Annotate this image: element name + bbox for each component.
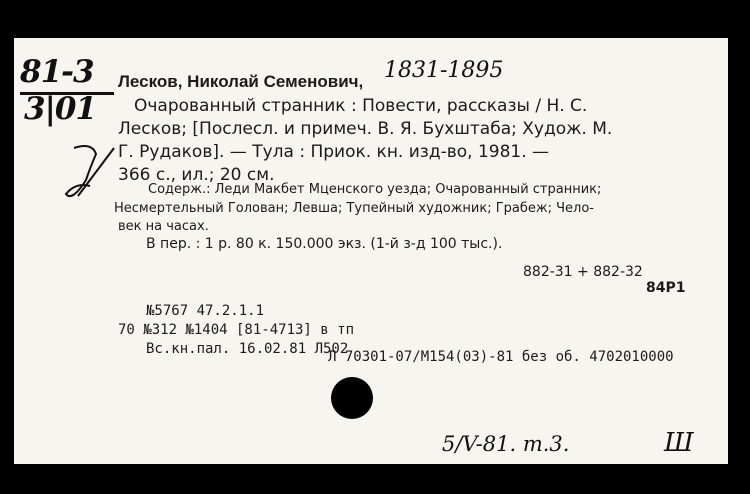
- registry-number: Л 70301-07/М154(03)-81 без об. 4702010000: [328, 349, 674, 365]
- registry-number: Вс.кн.пал. 16.02.81 Л502: [146, 341, 349, 357]
- registry-number: 70 №312 №1404 [81-4713] в тп: [118, 322, 355, 338]
- margin-scribble: [66, 146, 96, 196]
- title-line: Лесков; [Послесл. и примеч. В. Я. Бухштаба; Худож. М.: [118, 119, 613, 139]
- call-number-bottom: 3|01: [24, 91, 96, 127]
- handwritten-signature: Ш: [664, 428, 694, 458]
- punch-hole: [331, 377, 373, 419]
- classification-codes: 882-31 + 882-32: [523, 264, 643, 280]
- contents-line: век на часах.: [118, 219, 209, 234]
- price-line: В пер. : 1 р. 80 к. 150.000 экз. (1-й з-д 100 тыс.).: [146, 236, 503, 252]
- title-line: 366 с., ил.; 20 см.: [118, 165, 275, 185]
- contents-line: Содерж.: Леди Макбет Мценского уезда; Очарованный странник;: [148, 182, 602, 197]
- author-heading: Лесков, Николай Семенович,: [118, 72, 364, 91]
- handwritten-note: 5/V-81. m.3.: [442, 432, 570, 456]
- call-number-top: 81-3: [20, 54, 94, 90]
- catalog-card: [14, 38, 728, 464]
- title-line: Очарованный странник : Повести, рассказы / Н. С.: [134, 96, 588, 116]
- registry-number: №5767 47.2.1.1: [146, 303, 265, 319]
- classification-index: 84Р1: [646, 280, 686, 296]
- title-line: Г. Рудаков]. — Тула : Приок. кн. изд-во, 1981. —: [118, 142, 550, 162]
- author-dates: 1831-1895: [384, 58, 504, 83]
- contents-line: Несмертельный Голован; Левша; Тупейный художник; Грабеж; Чело-: [114, 201, 594, 216]
